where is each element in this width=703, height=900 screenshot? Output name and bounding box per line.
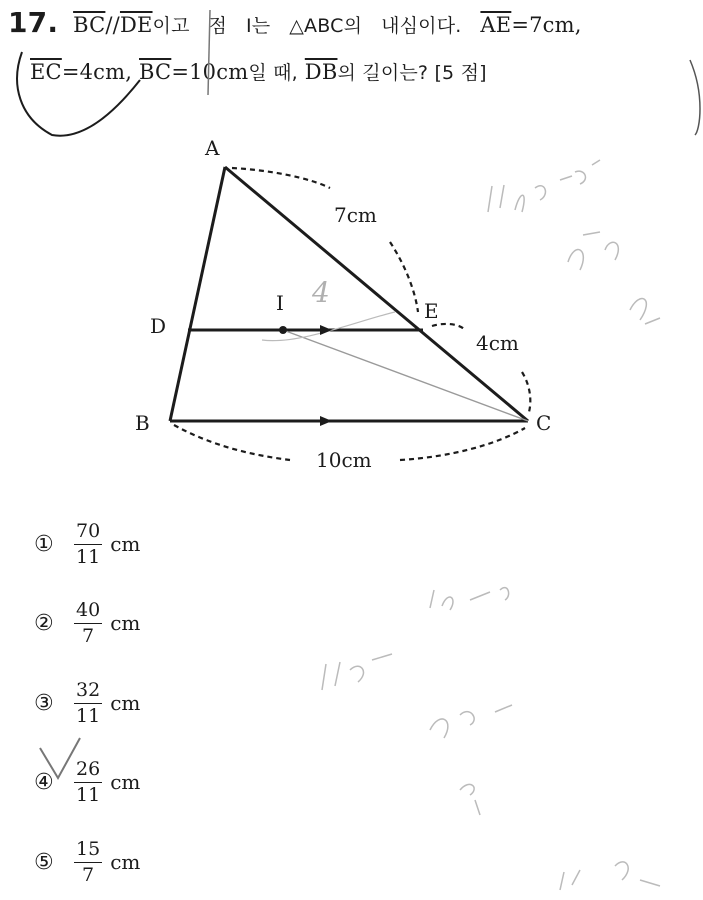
numerator: 26 bbox=[74, 760, 102, 783]
pencil-edge-mark bbox=[690, 60, 700, 135]
choice-mark: ⑤ bbox=[34, 849, 54, 875]
text-ilttae: 일 때, bbox=[248, 62, 298, 84]
pencil-vertical-mark bbox=[208, 10, 210, 95]
arc-ec-bottom bbox=[522, 372, 530, 412]
arc-bc-right bbox=[400, 428, 525, 460]
label-bc-length: 10cm bbox=[316, 448, 372, 472]
label-a: A bbox=[205, 136, 220, 160]
segment-bc-2: $\overline{BC}$ bbox=[139, 60, 172, 84]
incenter-text: 내심이다. bbox=[381, 15, 462, 37]
choice-mark: ① bbox=[34, 531, 54, 557]
segment-db: $\overline{DB}$ bbox=[304, 60, 338, 84]
denominator: 11 bbox=[76, 783, 101, 806]
fraction bbox=[74, 519, 102, 568]
numerator: 32 bbox=[74, 681, 102, 704]
fraction bbox=[74, 678, 102, 727]
choice-2[interactable] bbox=[34, 595, 140, 651]
parallel-symbol: // bbox=[105, 13, 120, 37]
segment-ae: $\overline{AE}$ bbox=[480, 13, 512, 37]
question-number: 17. bbox=[8, 6, 59, 39]
segment-ec: $\overline{EC}$ bbox=[30, 60, 62, 84]
pencil-curve-mark bbox=[17, 52, 140, 136]
text-igo: 이고 bbox=[152, 15, 190, 37]
unit: cm bbox=[110, 850, 141, 874]
choice-3[interactable] bbox=[34, 675, 140, 731]
unit: cm bbox=[110, 532, 141, 556]
value-ae: =7cm, bbox=[511, 13, 582, 37]
choice-1[interactable] bbox=[34, 516, 140, 572]
value-bc: =10cm bbox=[171, 60, 249, 84]
arrow-de bbox=[320, 325, 332, 335]
denominator: 7 bbox=[82, 624, 95, 647]
label-ae-length: 7cm bbox=[334, 203, 377, 227]
unit: cm bbox=[110, 770, 141, 794]
point-i bbox=[279, 326, 287, 334]
fraction bbox=[74, 757, 102, 806]
choice-mark: ④ bbox=[34, 769, 54, 795]
label-i: I bbox=[276, 291, 284, 315]
numerator: 40 bbox=[74, 601, 102, 624]
arrow-bc bbox=[320, 416, 332, 426]
label-c: C bbox=[536, 411, 552, 435]
denominator: 11 bbox=[76, 545, 101, 568]
label-d: D bbox=[150, 314, 167, 338]
choice-mark: ③ bbox=[34, 690, 54, 716]
unit: cm bbox=[110, 691, 141, 715]
label-ec-length: 4cm bbox=[476, 331, 519, 355]
value-ec: =4cm, bbox=[61, 60, 133, 84]
choice-mark: ② bbox=[34, 610, 54, 636]
unit: cm bbox=[110, 611, 141, 635]
numerator: 70 bbox=[74, 522, 102, 545]
denominator: 11 bbox=[76, 704, 101, 727]
label-b: B bbox=[135, 411, 150, 435]
arc-ae-bottom bbox=[390, 242, 418, 312]
fraction bbox=[74, 598, 102, 647]
text-jeom: 점 bbox=[208, 15, 228, 37]
point-i-text: I는 bbox=[245, 15, 271, 37]
question-ask: 의 길이는? [5 점] bbox=[337, 62, 487, 84]
segment-bc: $\overline{BC}$ bbox=[73, 13, 106, 37]
choice-5[interactable] bbox=[34, 834, 140, 890]
arc-bc-left bbox=[174, 425, 290, 460]
side-ab bbox=[170, 167, 225, 421]
faint-scribbles bbox=[322, 160, 660, 890]
arc-ec-top bbox=[432, 324, 465, 330]
denominator: 7 bbox=[82, 863, 95, 886]
segment-de: $\overline{DE}$ bbox=[119, 13, 153, 37]
fraction bbox=[74, 837, 102, 886]
triangle-text: △ABC의 bbox=[289, 15, 363, 37]
numerator: 15 bbox=[74, 840, 102, 863]
choice-4[interactable] bbox=[34, 754, 140, 810]
label-e: E bbox=[424, 299, 439, 323]
handwritten-four: 4 bbox=[312, 276, 330, 309]
